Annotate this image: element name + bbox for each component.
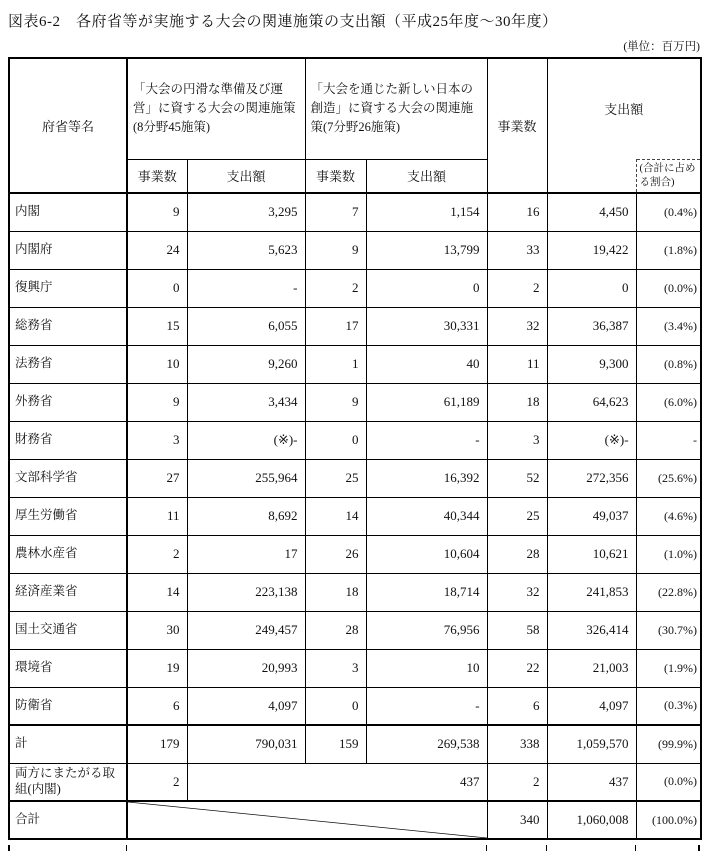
category2-expenditure-cell: 0 (366, 269, 487, 307)
unit-note: (単位：百万円) (623, 41, 700, 53)
ministry-name-cell: 防衛省 (9, 687, 127, 725)
total-expenditure-cell: 326,414 (547, 611, 636, 649)
table-continuation-mark (126, 845, 127, 851)
ministry-name-cell: 両方にまたがる取組(内閣) (9, 763, 127, 801)
ministry-name-cell: 環境省 (9, 649, 127, 687)
table-row (9, 193, 701, 231)
category2-expenditure-cell: 40 (366, 345, 487, 383)
category2-expenditure-cell: 18,714 (366, 573, 487, 611)
category2-expenditure-cell: 10 (366, 649, 487, 687)
table-continuation-mark (8, 845, 10, 851)
total-projects-cell: 52 (487, 459, 547, 497)
total-projects-cell: 22 (487, 649, 547, 687)
share-cell: (4.6%) (636, 497, 701, 535)
total-projects-cell: 28 (487, 535, 547, 573)
total-expenditure-cell: (※)- (547, 421, 636, 459)
category1-expenditure-cell: 3,295 (187, 193, 305, 231)
table-row (9, 307, 701, 345)
share-cell: (6.0%) (636, 383, 701, 421)
share-cell: (0.0%) (636, 269, 701, 307)
category1-expenditure-cell: 17 (187, 535, 305, 573)
category2-expenditure-cell: 10,604 (366, 535, 487, 573)
table-continuation-mark (486, 845, 487, 851)
total-projects-cell: 2 (487, 763, 547, 801)
category1-projects-cell: 10 (127, 345, 187, 383)
ministry-name-cell: 財務省 (9, 421, 127, 459)
category1-projects-cell: 14 (127, 573, 187, 611)
ministry-name-cell: 総務省 (9, 307, 127, 345)
category2-expenditure-cell: - (366, 687, 487, 725)
header-category1-expenditure: 支出額 (187, 159, 305, 193)
category1-projects-cell: 9 (127, 193, 187, 231)
header-total-expenditure: 支出額 (547, 58, 701, 159)
share-cell: (1.0%) (636, 535, 701, 573)
total-projects-cell: 6 (487, 687, 547, 725)
total-expenditure-cell: 437 (547, 763, 636, 801)
category2-projects-cell: 7 (305, 193, 366, 231)
ministry-name-cell: 計 (9, 725, 127, 763)
share-cell: - (636, 421, 701, 459)
total-expenditure-cell: 241,853 (547, 573, 636, 611)
header-category2-projects: 事業数 (305, 159, 366, 193)
ministry-name-cell: 厚生労働省 (9, 497, 127, 535)
ministry-name-cell: 経済産業省 (9, 573, 127, 611)
total-expenditure-cell: 0 (547, 269, 636, 307)
category2-expenditure-cell: - (366, 421, 487, 459)
category2-projects-cell: 28 (305, 611, 366, 649)
table-row (9, 269, 701, 307)
category1-projects-cell: 2 (127, 535, 187, 573)
table-row (9, 421, 701, 459)
table-row (9, 573, 701, 611)
table-continuation-mark (546, 845, 547, 851)
category1-projects-cell: 24 (127, 231, 187, 269)
total-projects-cell: 340 (487, 801, 547, 839)
category1-expenditure-cell: (※)- (187, 421, 305, 459)
category1-expenditure-cell: 5,623 (187, 231, 305, 269)
share-cell: (3.4%) (636, 307, 701, 345)
table-row (9, 459, 701, 497)
total-projects-cell: 32 (487, 307, 547, 345)
category1-projects-cell: 11 (127, 497, 187, 535)
category1-projects-cell: 30 (127, 611, 187, 649)
total-projects-cell: 18 (487, 383, 547, 421)
table-row (9, 383, 701, 421)
total-expenditure-cell: 9,300 (547, 345, 636, 383)
total-expenditure-cell: 19,422 (547, 231, 636, 269)
ministry-name-cell: 内閣府 (9, 231, 127, 269)
total-projects-cell: 25 (487, 497, 547, 535)
table-continuation-mark (635, 845, 636, 851)
header-category2: 「大会を通じた新しい日本の創造」に資する大会の関連施策(7分野26施策) (305, 58, 487, 159)
category1-projects-cell: 6 (127, 687, 187, 725)
header-category1-projects: 事業数 (127, 159, 187, 193)
share-cell: (100.0%) (636, 801, 701, 839)
total-projects-cell: 2 (487, 269, 547, 307)
ministry-name-cell: 合計 (9, 801, 127, 839)
category2-expenditure-cell: 40,344 (366, 497, 487, 535)
category2-projects-cell: 9 (305, 383, 366, 421)
category2-projects-cell: 17 (305, 307, 366, 345)
table-row (9, 649, 701, 687)
category2-expenditure-cell: 13,799 (366, 231, 487, 269)
total-projects-cell: 338 (487, 725, 547, 763)
category2-expenditure-cell: 30,331 (366, 307, 487, 345)
category1-expenditure-cell: 3,434 (187, 383, 305, 421)
table-continuation-mark (698, 845, 700, 851)
grand-total-row (9, 801, 701, 839)
category2-expenditure-cell: 61,189 (366, 383, 487, 421)
share-cell: (1.8%) (636, 231, 701, 269)
share-cell: (99.9%) (636, 725, 701, 763)
ministry-name-cell: 法務省 (9, 345, 127, 383)
total-expenditure-cell: 1,060,008 (547, 801, 636, 839)
total-projects-cell: 11 (487, 345, 547, 383)
table-row (9, 345, 701, 383)
category2-projects-cell: 3 (305, 649, 366, 687)
category2-projects-cell: 0 (305, 687, 366, 725)
category1-projects-cell: 2 (127, 763, 187, 801)
header-row-1 (9, 58, 701, 159)
category1-projects-cell: 179 (127, 725, 187, 763)
category2-projects-cell: 159 (305, 725, 366, 763)
header-total-projects: 事業数 (487, 58, 547, 193)
category1-expenditure-cell: 249,457 (187, 611, 305, 649)
total-expenditure-cell: 4,450 (547, 193, 636, 231)
header-expenditure-spacer (547, 159, 636, 193)
share-cell: (1.9%) (636, 649, 701, 687)
share-cell: (22.8%) (636, 573, 701, 611)
category2-expenditure-cell: 16,392 (366, 459, 487, 497)
category1-expenditure-cell: 4,097 (187, 687, 305, 725)
category1-expenditure-cell: 223,138 (187, 573, 305, 611)
summary-rows (9, 725, 701, 839)
total-projects-cell: 33 (487, 231, 547, 269)
ministry-name-cell: 農林水産省 (9, 535, 127, 573)
table-row (9, 687, 701, 725)
share-cell: (0.3%) (636, 687, 701, 725)
category2-projects-cell: 18 (305, 573, 366, 611)
total-expenditure-cell: 4,097 (547, 687, 636, 725)
category1-expenditure-cell: 255,964 (187, 459, 305, 497)
total-projects-cell: 58 (487, 611, 547, 649)
ministry-name-cell: 文部科学省 (9, 459, 127, 497)
merged-expenditure-cell: 437 (187, 763, 487, 801)
category2-projects-cell: 14 (305, 497, 366, 535)
share-cell: (0.0%) (636, 763, 701, 801)
category2-expenditure-cell: 269,538 (366, 725, 487, 763)
category2-projects-cell: 1 (305, 345, 366, 383)
ministry-name-cell: 復興庁 (9, 269, 127, 307)
total-expenditure-cell: 272,356 (547, 459, 636, 497)
category1-expenditure-cell: 20,993 (187, 649, 305, 687)
category1-projects-cell: 9 (127, 383, 187, 421)
category1-projects-cell: 3 (127, 421, 187, 459)
category1-expenditure-cell: 6,055 (187, 307, 305, 345)
header-category2-expenditure: 支出額 (366, 159, 487, 193)
expenditure-table (8, 57, 702, 840)
total-expenditure-cell: 64,623 (547, 383, 636, 421)
ministry-name-cell: 外務省 (9, 383, 127, 421)
category2-projects-cell: 2 (305, 269, 366, 307)
header-share-note: (合計に占める割合) (636, 159, 701, 193)
header-ministry: 府省等名 (9, 58, 127, 193)
ministry-name-cell: 国土交通省 (9, 611, 127, 649)
share-cell: (30.7%) (636, 611, 701, 649)
category2-projects-cell: 25 (305, 459, 366, 497)
category1-projects-cell: 0 (127, 269, 187, 307)
table-row (9, 535, 701, 573)
category2-projects-cell: 26 (305, 535, 366, 573)
subtotal-row (9, 725, 701, 763)
share-cell: (0.4%) (636, 193, 701, 231)
category1-projects-cell: 27 (127, 459, 187, 497)
figure-title: 図表6-2 各府省等が実施する大会の関連施策の支出額（平成25年度～30年度） (8, 14, 558, 30)
total-projects-cell: 16 (487, 193, 547, 231)
both-categories-row (9, 763, 701, 801)
category1-expenditure-cell: 9,260 (187, 345, 305, 383)
category1-expenditure-cell: - (187, 269, 305, 307)
total-expenditure-cell: 49,037 (547, 497, 636, 535)
category2-projects-cell: 0 (305, 421, 366, 459)
ministry-name-cell: 内閣 (9, 193, 127, 231)
category1-projects-cell: 19 (127, 649, 187, 687)
total-expenditure-cell: 36,387 (547, 307, 636, 345)
share-cell: (25.6%) (636, 459, 701, 497)
category1-expenditure-cell: 790,031 (187, 725, 305, 763)
category2-projects-cell: 9 (305, 231, 366, 269)
total-expenditure-cell: 1,059,570 (547, 725, 636, 763)
category1-projects-cell: 15 (127, 307, 187, 345)
category2-expenditure-cell: 76,956 (366, 611, 487, 649)
category2-expenditure-cell: 1,154 (366, 193, 487, 231)
total-expenditure-cell: 10,621 (547, 535, 636, 573)
ministry-rows (9, 193, 701, 725)
header-category1: 「大会の円滑な準備及び運営」に資する大会の関連施策(8分野45施策) (127, 58, 305, 159)
table-row (9, 611, 701, 649)
table-row (9, 497, 701, 535)
total-projects-cell: 3 (487, 421, 547, 459)
total-expenditure-cell: 21,003 (547, 649, 636, 687)
share-cell: (0.8%) (636, 345, 701, 383)
category1-expenditure-cell: 8,692 (187, 497, 305, 535)
diagonal-strikethrough-cell (127, 801, 487, 839)
table-row (9, 231, 701, 269)
total-projects-cell: 32 (487, 573, 547, 611)
